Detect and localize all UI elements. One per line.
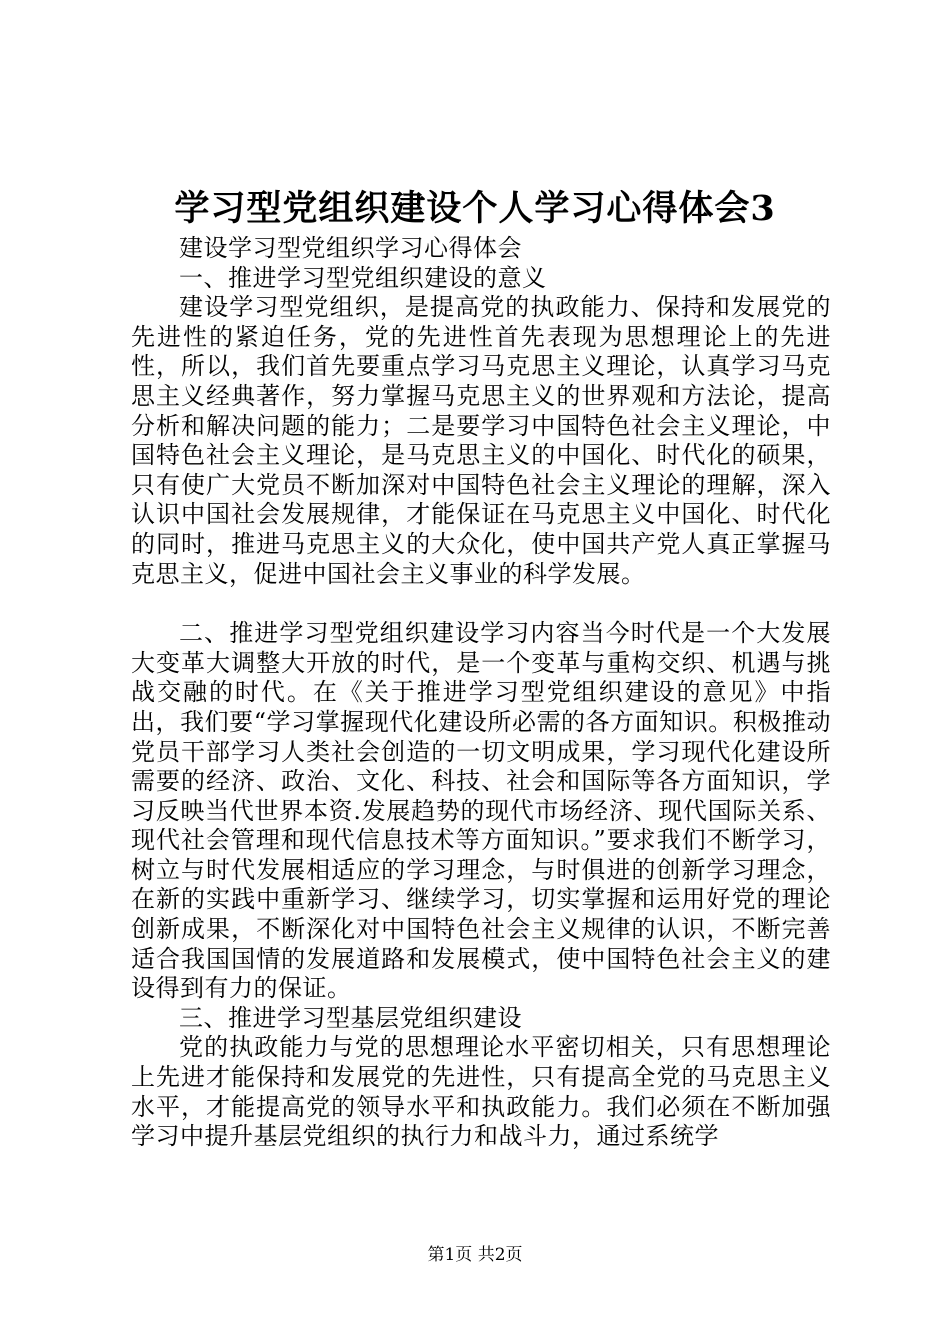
section-heading-1: 一、推进学习型党组织建设的意义: [179, 263, 547, 292]
paragraph-section-3: 党的执政能力与党的思想理论水平密切相关，只有思想理论上先进才能保持和发展党的先进性，只有提高全党的马克思主义水平，才能提高党的领导水平和执政能力。我们必须在不断加强学习中提升基层党组织的执行力和战斗力，通过系统学: [131, 1033, 831, 1151]
paragraph-section-2: 二、推进学习型党组织建设学习内容当今时代是一个大发展大变革大调整大开放的时代，是一个变革与重构交织、机遇与挑战交融的时代。在《关于推进学习型党组织建设的意见》中指出，我们要“学习掌握现代化建设所必需的各方面知识。积极推动党员干部学习人类社会创造的一切文明成果，学习现代化建设所需要的经济、政治、文化、科技、社会和国际等各方面知识，学习反映当代世界本资.发展趋势的现代市场经济、现代国际关系、现代社会管理和现代信息技术等方面知识。”要求我们不断学习，树立与时代发展相适应的学习理念，与时俱进的创新学习理念，在新的实践中重新学习、继续学习，切实掌握和运用好党的理论创新成果，不断深化对中国特色社会主义规律的认识，不断完善适合我国国情的发展道路和发展模式，使中国特色社会主义的建设得到有力的保证。: [131, 619, 831, 1003]
document-body: [131, 234, 831, 1152]
paragraph-section-1: 建设学习型党组织，是提高党的执政能力、保持和发展党的先进性的紧迫任务，党的先进性首先表现为思想理论上的先进性，所以，我们首先要重点学习马克思主义理论，认真学习马克思主义经典著作，努力掌握马克思主义的世界观和方法论，提高分析和解决问题的能力；二是要学习中国特色社会主义理论，中国特色社会主义理论，是马克思主义的中国化、时代化的硕果，只有使广大党员不断加深对中国特色社会主义理论的理解，深入认识中国社会发展规律，才能保证在马克思主义中国化、时代化的同时，推进马克思主义的大众化，使中国共产党人真正掌握马克思主义，促进中国社会主义事业的科学发展。: [131, 293, 831, 588]
document-title: 学习型党组织建设个人学习心得体会3: [174, 188, 776, 229]
paragraph-subtitle: 建设学习型党组织学习心得体会: [179, 234, 522, 262]
section-heading-3: 三、推进学习型基层党组织建设: [179, 1003, 522, 1032]
page-footer: 第1页 共2页: [427, 1245, 523, 1265]
